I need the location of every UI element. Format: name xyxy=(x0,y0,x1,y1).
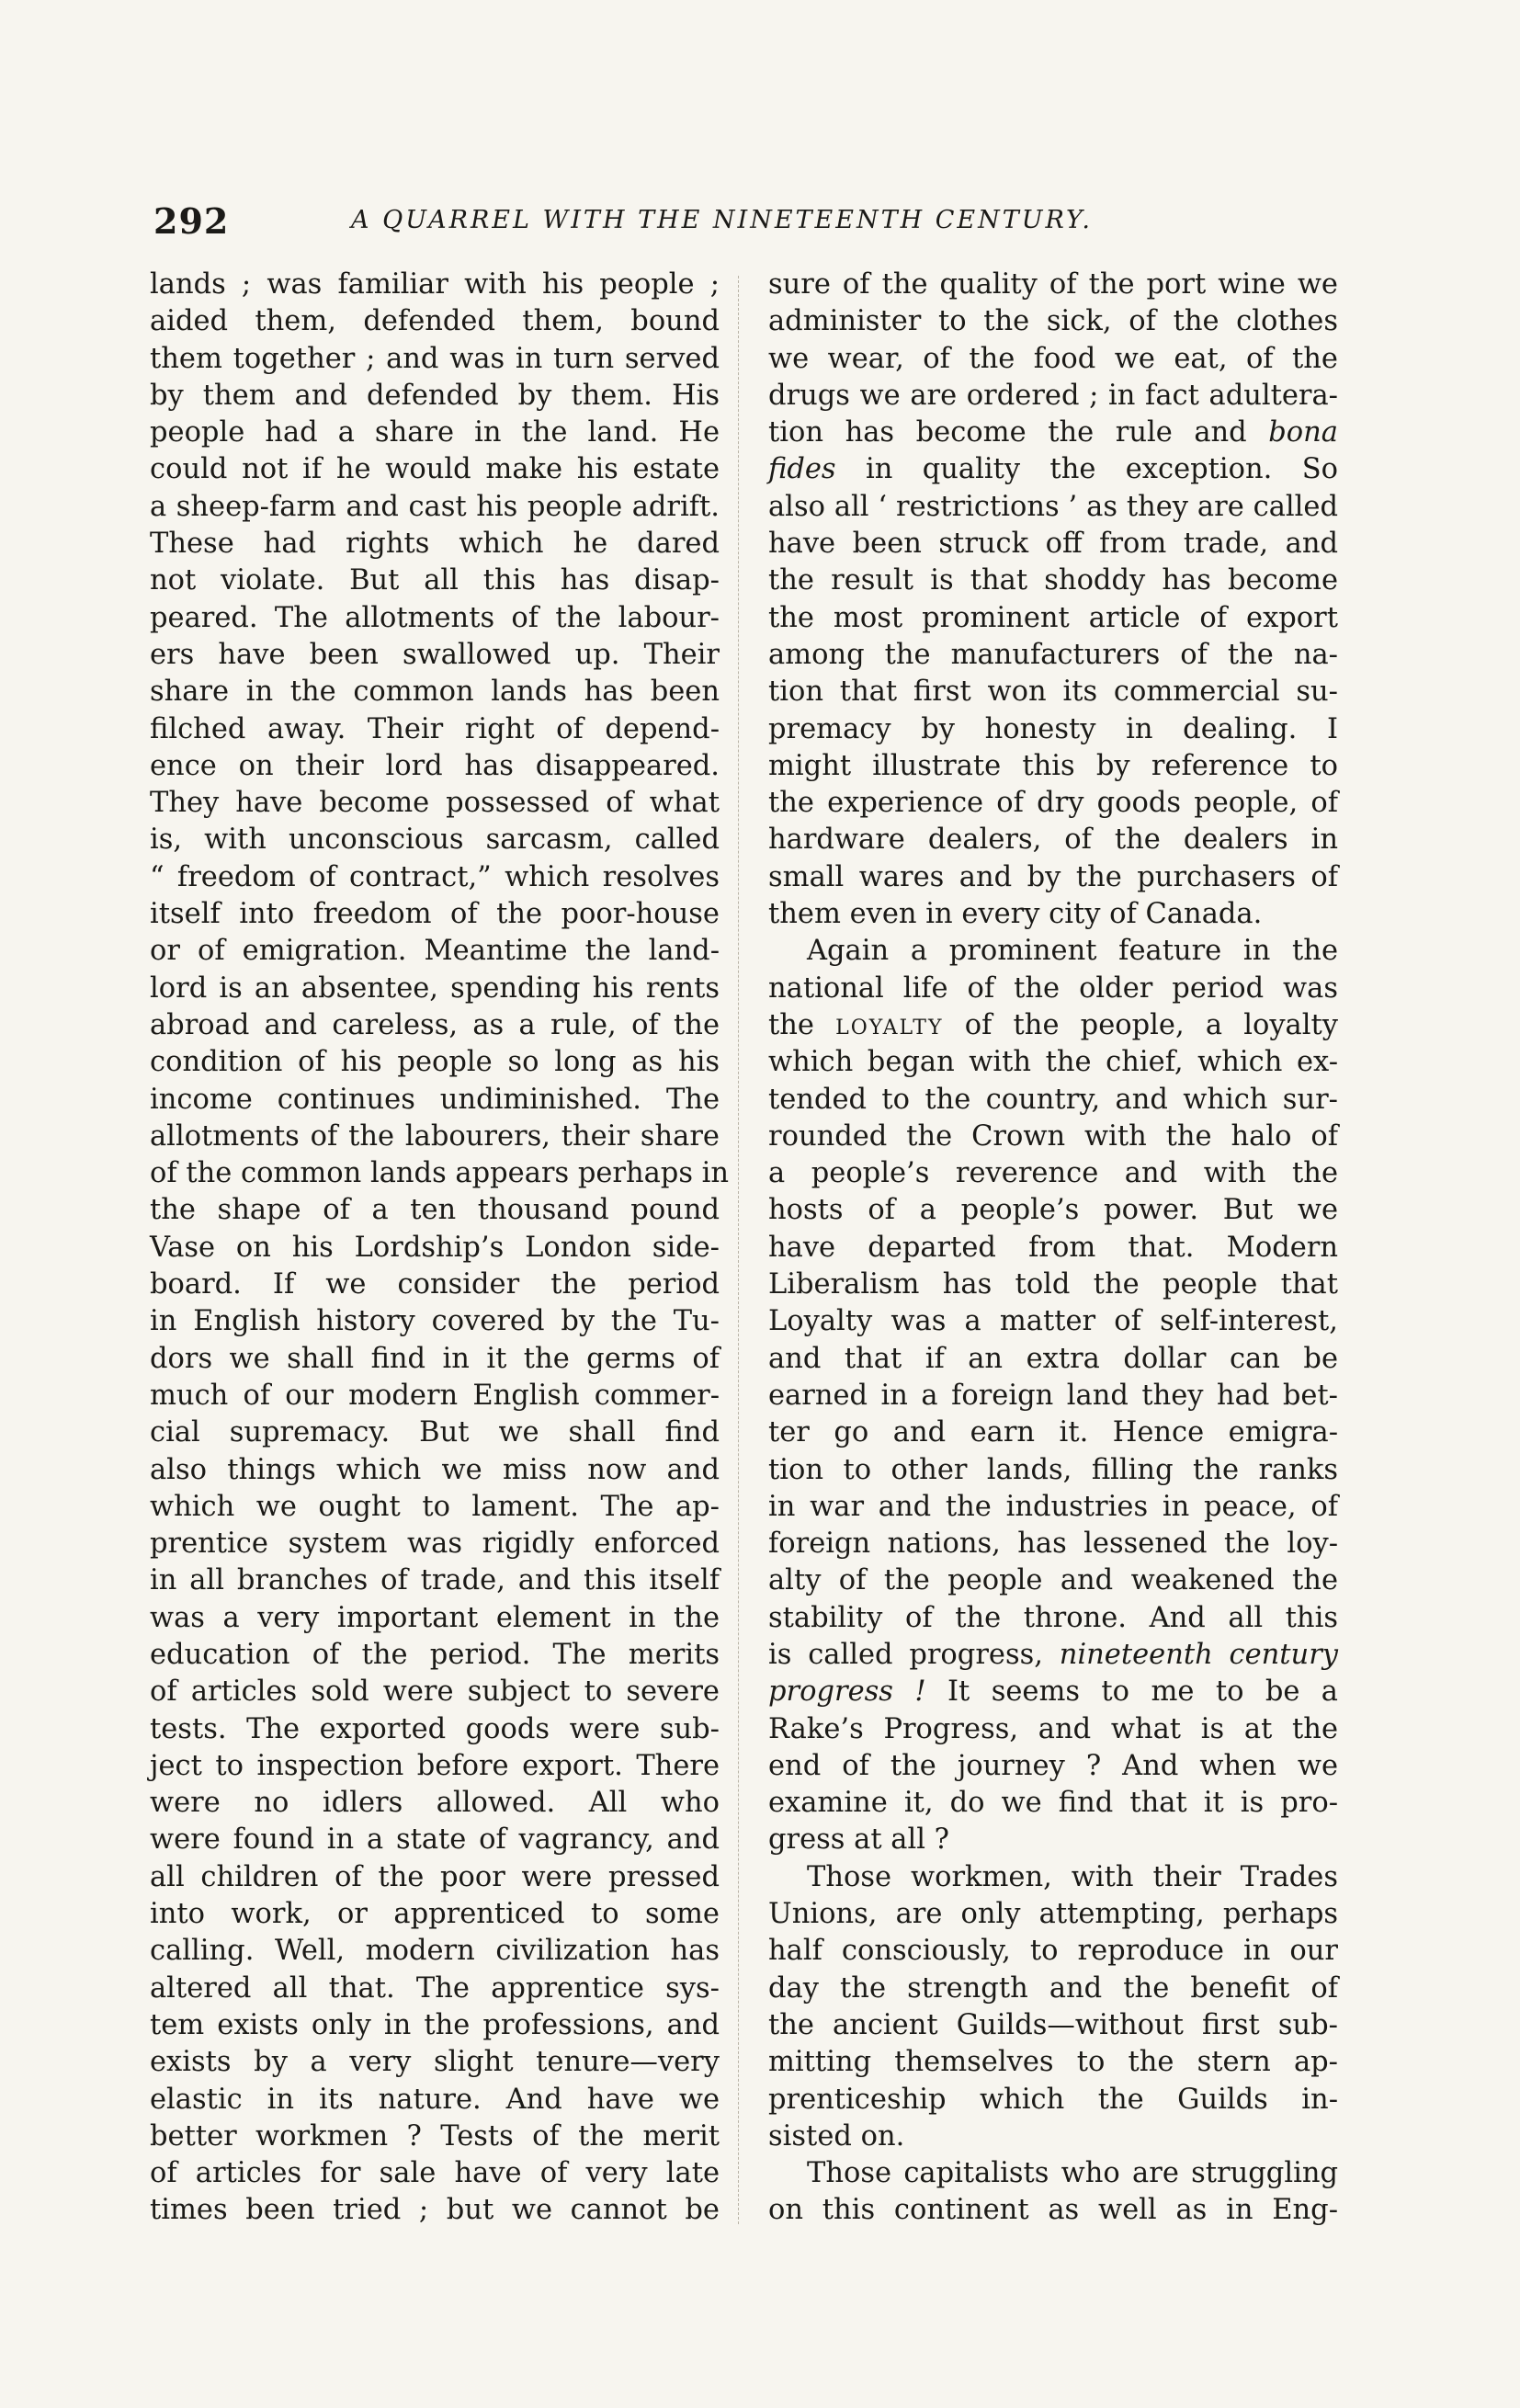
text-line: by them and defended by them. His xyxy=(150,379,720,412)
italic-phrase: nineteenth century xyxy=(1059,1638,1339,1671)
text-line: might illustrate this by reference to xyxy=(768,749,1338,782)
text-line: rounded the Crown with the halo of xyxy=(768,1119,1338,1153)
text-line: sure of the quality of the port wine we xyxy=(768,268,1338,301)
text-line: tests. The exported goods were sub- xyxy=(150,1712,720,1745)
right-column xyxy=(768,267,1338,2230)
text-line: abroad and careless, as a rule, of the xyxy=(150,1008,720,1041)
text-line: hosts of a people’s power. But we xyxy=(768,1194,1338,1227)
text-line: allotments of the labourers, their share xyxy=(150,1119,720,1153)
italic-phrase: progress ! xyxy=(768,1675,926,1709)
text-line: much of our modern English commer- xyxy=(150,1379,720,1412)
text-line: also things which we miss now and xyxy=(150,1453,720,1486)
text-line xyxy=(768,1674,1338,1710)
text-line: ence on their lord has disappeared. xyxy=(150,749,720,782)
paragraph xyxy=(768,933,1338,1858)
text-line: and that if an extra dollar can be xyxy=(768,1342,1338,1375)
text-line: filched away. Their right of depend- xyxy=(150,712,720,745)
text-line: “ freedom of contract,” which resolves xyxy=(150,860,720,893)
text-line: half consciously, to reproduce in our xyxy=(768,1935,1338,1968)
text-line: Those workmen, with their Trades xyxy=(807,1860,1338,1893)
text-segment: It seems to me to be a xyxy=(947,1675,1338,1709)
text-line: cial supremacy. But we shall find xyxy=(150,1416,720,1449)
text-line: mitting themselves to the stern ap- xyxy=(768,2046,1338,2079)
text-line: a people’s reverence and with the xyxy=(768,1157,1338,1190)
text-line: condition of his people so long as his xyxy=(150,1046,720,1079)
text-line: a sheep-farm and cast his people adrift. xyxy=(150,490,720,523)
left-column xyxy=(150,267,730,2230)
text-line: prenticeship which the Guilds in- xyxy=(768,2083,1338,2116)
text-line: examine it, do we find that it is pro- xyxy=(768,1787,1338,1820)
text-line: gress at all ? xyxy=(768,1823,950,1857)
text-line xyxy=(768,451,1338,488)
italic-phrase: fides xyxy=(768,453,836,486)
text-line: premacy by honesty in dealing. I xyxy=(768,712,1338,745)
text-line: times been tried ; but we cannot be xyxy=(150,2194,720,2227)
text-line: the experience of dry goods people, of xyxy=(768,787,1338,820)
text-line: altered all that. The apprentice sys- xyxy=(150,1971,720,2005)
text-line: in all branches of trade, and this itself xyxy=(150,1564,720,1597)
text-line: stability of the throne. And all this xyxy=(768,1601,1338,1634)
paragraph xyxy=(768,1859,1338,2155)
italic-phrase: bona xyxy=(1268,416,1338,449)
paragraph xyxy=(768,2155,1338,2230)
text-line: of the common lands appears perhaps in xyxy=(150,1157,730,1190)
text-line: small wares and by the purchasers of xyxy=(768,860,1338,893)
page-header xyxy=(153,200,1367,246)
text-segment: is called progress, xyxy=(768,1638,1043,1671)
text-line: them together ; and was in turn served xyxy=(150,342,720,375)
text-line: were no idlers allowed. All who xyxy=(150,1787,720,1820)
text-line: day the strength and the benefit of xyxy=(768,1971,1338,2005)
text-line: lands ; was familiar with his people ; xyxy=(150,268,720,301)
text-line: share in the common lands has been xyxy=(150,676,720,709)
text-line: all children of the poor were pressed xyxy=(150,1860,720,1893)
text-segment: of the people, a loyalty xyxy=(964,1008,1338,1041)
text-line: Those capitalists who are struggling xyxy=(807,2157,1338,2190)
text-line: them even in every city of Canada. xyxy=(768,898,1263,931)
text-line: could not if he would make his estate xyxy=(150,453,720,486)
text-line: national life of the older period was xyxy=(768,971,1338,1005)
text-line: ers have been swallowed up. Their xyxy=(150,638,720,671)
text-line: board. If we consider the period xyxy=(150,1268,720,1301)
text-line xyxy=(768,1007,1338,1044)
text-line: Vase on his Lordship’s London side- xyxy=(150,1231,720,1264)
text-line: have been struck off from trade, and xyxy=(768,528,1338,561)
text-line: is, with unconscious sarcasm, called xyxy=(150,823,720,857)
paragraph xyxy=(768,267,1338,933)
text-line xyxy=(768,415,1338,451)
text-line: tem exists only in the professions, and xyxy=(150,2008,720,2041)
text-line: income continues undiminished. The xyxy=(150,1083,720,1116)
text-line: ter go and earn it. Hence emigra- xyxy=(768,1416,1338,1449)
paragraph xyxy=(150,267,730,2230)
text-line: earned in a foreign land they had bet- xyxy=(768,1379,1338,1412)
text-line: which we ought to lament. The ap- xyxy=(150,1490,720,1523)
text-line: calling. Well, modern civilization has xyxy=(150,1935,720,1968)
text-line: elastic in its nature. And have we xyxy=(150,2083,720,2116)
text-line: tion that first won its commercial su- xyxy=(768,676,1338,709)
text-line: in English history covered by the Tu- xyxy=(150,1305,720,1338)
text-line: dors we shall find in it the germs of xyxy=(150,1342,720,1375)
text-line: Loyalty was a matter of self-interest, xyxy=(768,1305,1338,1338)
text-line: on this continent as well as in Eng- xyxy=(768,2194,1338,2227)
text-line: lord is an absentee, spending his rents xyxy=(150,971,720,1005)
text-line: tended to the country, and which sur- xyxy=(768,1083,1338,1116)
text-line: itself into freedom of the poor-house xyxy=(150,898,720,931)
text-line: prentice system was rigidly enforced xyxy=(150,1528,720,1561)
text-segment: in quality the exception. So xyxy=(865,453,1338,486)
text-line: among the manufacturers of the na- xyxy=(768,638,1338,671)
text-line: the shape of a ten thousand pound xyxy=(150,1194,720,1227)
text-line xyxy=(768,1637,1338,1674)
text-line: the result is that shoddy has become xyxy=(768,564,1338,597)
text-line: exists by a very slight tenure—very xyxy=(150,2046,720,2079)
text-line: the ancient Guilds—without first sub- xyxy=(768,2008,1338,2041)
text-line: aided them, defended them, bound xyxy=(150,305,720,338)
page-number: 292 xyxy=(153,200,230,242)
text-line: end of the journey ? And when we xyxy=(768,1749,1338,1782)
text-line: education of the period. The merits xyxy=(150,1638,720,1671)
text-line: alty of the people and weakened the xyxy=(768,1564,1338,1597)
text-line: of articles for sale have of very late xyxy=(150,2157,720,2190)
text-line: into work, or apprenticed to some xyxy=(150,1898,720,1931)
text-line: foreign nations, has lessened the loy- xyxy=(768,1528,1338,1561)
text-line: in war and the industries in peace, of xyxy=(768,1490,1338,1523)
text-line: administer to the sick, of the clothes xyxy=(768,305,1338,338)
text-line: Unions, are only attempting, perhaps xyxy=(768,1898,1338,1931)
text-line: Again a prominent feature in the xyxy=(807,935,1338,968)
text-line: hardware dealers, of the dealers in xyxy=(768,823,1338,857)
text-line: sisted on. xyxy=(768,2119,905,2152)
text-line: which began with the chief, which ex- xyxy=(768,1046,1338,1079)
small-caps-word: LOYALTY xyxy=(835,1016,944,1039)
column-divider xyxy=(738,276,739,2224)
text-segment: the xyxy=(768,1008,814,1041)
text-line: not violate. But all this has disap- xyxy=(150,564,720,597)
text-line: tion to other lands, filling the ranks xyxy=(768,1453,1338,1486)
text-segment: tion has become the rule and xyxy=(768,416,1247,449)
text-line: ject to inspection before export. There xyxy=(150,1749,720,1782)
text-line: These had rights which he dared xyxy=(150,528,720,561)
text-line: or of emigration. Meantime the land- xyxy=(150,935,720,968)
text-line: was a very important element in the xyxy=(150,1601,720,1634)
text-line: peared. The allotments of the labour- xyxy=(150,601,720,634)
text-line: people had a share in the land. He xyxy=(150,416,720,449)
text-line: we wear, of the food we eat, of the xyxy=(768,342,1338,375)
running-title: A QUARREL WITH THE NINETEENTH CENTURY. xyxy=(351,206,1093,234)
text-line: better workmen ? Tests of the merit xyxy=(150,2119,720,2152)
text-line: They have become possessed of what xyxy=(150,787,720,820)
text-line: were found in a state of vagrancy, and xyxy=(150,1823,720,1857)
text-line: Liberalism has told the people that xyxy=(768,1268,1338,1301)
text-line: of articles sold were subject to severe xyxy=(150,1675,720,1709)
text-line: the most prominent article of export xyxy=(768,601,1338,634)
text-line: Rake’s Progress, and what is at the xyxy=(768,1712,1338,1745)
text-line: drugs we are ordered ; in fact adultera- xyxy=(768,379,1338,412)
text-line: have departed from that. Modern xyxy=(768,1231,1338,1264)
text-line: also all ‘ restrictions ’ as they are called xyxy=(768,490,1338,523)
